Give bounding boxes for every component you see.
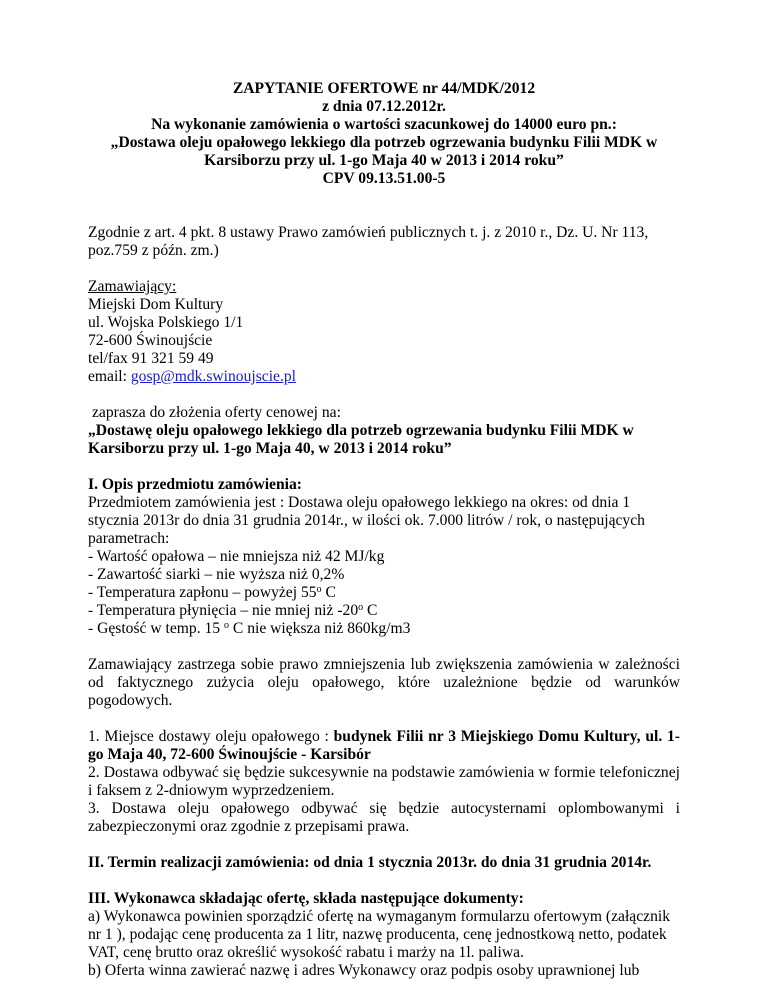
reserve-paragraph: Zamawiający zastrzega sobie prawo zmniejszenia lub zwiększenia zamówienia w zależności od faktycznego zużycia oleju opałowego, które uzależnione będzie od warunków pogodowych. <box>88 656 680 709</box>
invitation-line-1: zaprasza do złożenia oferty cenowej na: <box>92 404 341 421</box>
delivery-place-address: budynek Filii nr 3 Miejskiego Domu Kultury, ul. 1-go Maja 40, 72-600 Świnoujście - Karsibór <box>88 728 680 763</box>
degree-sign: o <box>316 584 322 595</box>
param-flash-point-text: - Temperatura zapłonu – powyżej 55 <box>88 584 317 601</box>
email-link[interactable]: gosp@mdk.swinoujscie.pl <box>130 368 296 385</box>
email-label: email: <box>88 368 131 385</box>
header-cpv: CPV 09.13.51.00-5 <box>322 170 446 187</box>
orderer-street: ul. Wojska Polskiego 1/1 <box>88 314 244 331</box>
orderer-label: Zamawiający: <box>88 278 177 295</box>
param-density <box>88 620 680 638</box>
param-flash-point-unit: C <box>321 584 336 601</box>
param-calorific: - Wartość opałowa – nie mniejsza niż 42 MJ/kg <box>88 548 385 565</box>
header-date: z dnia 07.12.2012r. <box>322 98 446 115</box>
section-1-line-3: parametrach: <box>88 530 170 547</box>
header-title: ZAPYTANIE OFERTOWE nr 44/MDK/2012 <box>232 80 536 97</box>
degree-sign: o <box>358 602 364 613</box>
section-1-title: I. Opis przedmiotu zamówienia: <box>88 476 302 493</box>
section-2-title: II. Termin realizacji zamówienia: od dnia 1 stycznia 2013r. do dnia 31 grudnia 2014r. <box>88 854 652 871</box>
param-flash-point <box>88 584 680 602</box>
delivery-place <box>88 728 680 764</box>
legal-basis-line-1: Zgodnie z art. 4 pkt. 8 ustawy Prawo zamówień publicznych t. j. z 2010 r., Dz. U. Nr 113, <box>88 224 649 241</box>
orderer-email-line <box>88 368 680 386</box>
param-density-text: - Gęstość w temp. 15 <box>88 620 224 637</box>
degree-sign: o <box>224 620 229 631</box>
param-pour-point-unit: C <box>363 602 378 619</box>
section-3-b-line-1: b) Oferta winna zawierać nazwę i adres Wykonawcy oraz podpis osoby uprawnionej lub <box>88 962 640 979</box>
param-pour-point-text: - Temperatura płynięcia – nie mniej niż -20 <box>88 602 359 619</box>
param-density-unit: C nie większa niż 860kg/m3 <box>229 620 411 637</box>
orderer-block <box>88 278 680 386</box>
orderer-name: Miejski Dom Kultury <box>88 296 224 313</box>
section-3-a-line-3: VAT, cenę brutto oraz określić wysokość rabatu i marży na 1l. paliwa. <box>88 944 524 961</box>
section-3-a-line-1: a) Wykonawca powinien sporządzić ofertę na wymaganym formularzu ofertowym (załącznik <box>88 908 670 925</box>
orderer-city: 72-600 Świnoujście <box>88 332 213 349</box>
orderer-phone: tel/fax 91 321 59 49 <box>88 350 214 367</box>
invitation-line-3: Karsiborzu przy ul. 1-go Maja 40, w 2013 i 2014 roku” <box>88 440 452 457</box>
legal-basis-line-2: poz.759 z późn. zm.) <box>88 242 219 259</box>
param-sulfur: - Zawartość siarki – nie wyższa niż 0,2% <box>88 566 345 583</box>
section-3-title: III. Wykonawca składając ofertę, składa następujące dokumenty: <box>88 890 524 907</box>
param-pour-point <box>88 602 680 620</box>
delivery-place-label: 1. Miejsce dostawy oleju opałowego : <box>88 728 334 745</box>
document-header <box>88 80 680 188</box>
header-line-5: Karsiborzu przy ul. 1-go Maja 40 w 2013 i 2014 roku” <box>204 152 564 169</box>
delivery-mode: 2. Dostawa odbywać się będzie sukcesywnie na podstawie zamówienia w formie telefonicznej i faksem z 2-dniowym wyprzedzeniem. <box>88 764 680 799</box>
invitation-line-2: „Dostawę oleju opałowego lekkiego dla potrzeb ogrzewania budynku Filii MDK w <box>88 422 634 439</box>
header-line-4: „Dostawa oleju opałowego lekkiego dla potrzeb ogrzewania budynku Filii MDK w <box>110 134 658 151</box>
section-1-line-2: stycznia 2013r do dnia 31 grudnia 2014r., w ilości ok. 7.000 litrów / rok, o następujących <box>88 512 645 529</box>
delivery-vehicles: 3. Dostawa oleju opałowego odbywać się będzie autocysternami oplombowanymi i zabezpieczonymi oraz zgodnie z przepisami prawa. <box>88 800 680 835</box>
section-1-line-1: Przedmiotem zamówienia jest : Dostawa oleju opałowego lekkiego na okres: od dnia 1 <box>88 494 631 511</box>
section-3-a-line-2: nr 1 ), podając cenę producenta za 1 litr, nazwę producenta, cenę jednostkową netto, podatek <box>88 926 667 943</box>
document-page <box>88 80 680 980</box>
header-line-3: Na wykonanie zamówienia o wartości szacunkowej do 14000 euro pn.: <box>151 116 617 133</box>
